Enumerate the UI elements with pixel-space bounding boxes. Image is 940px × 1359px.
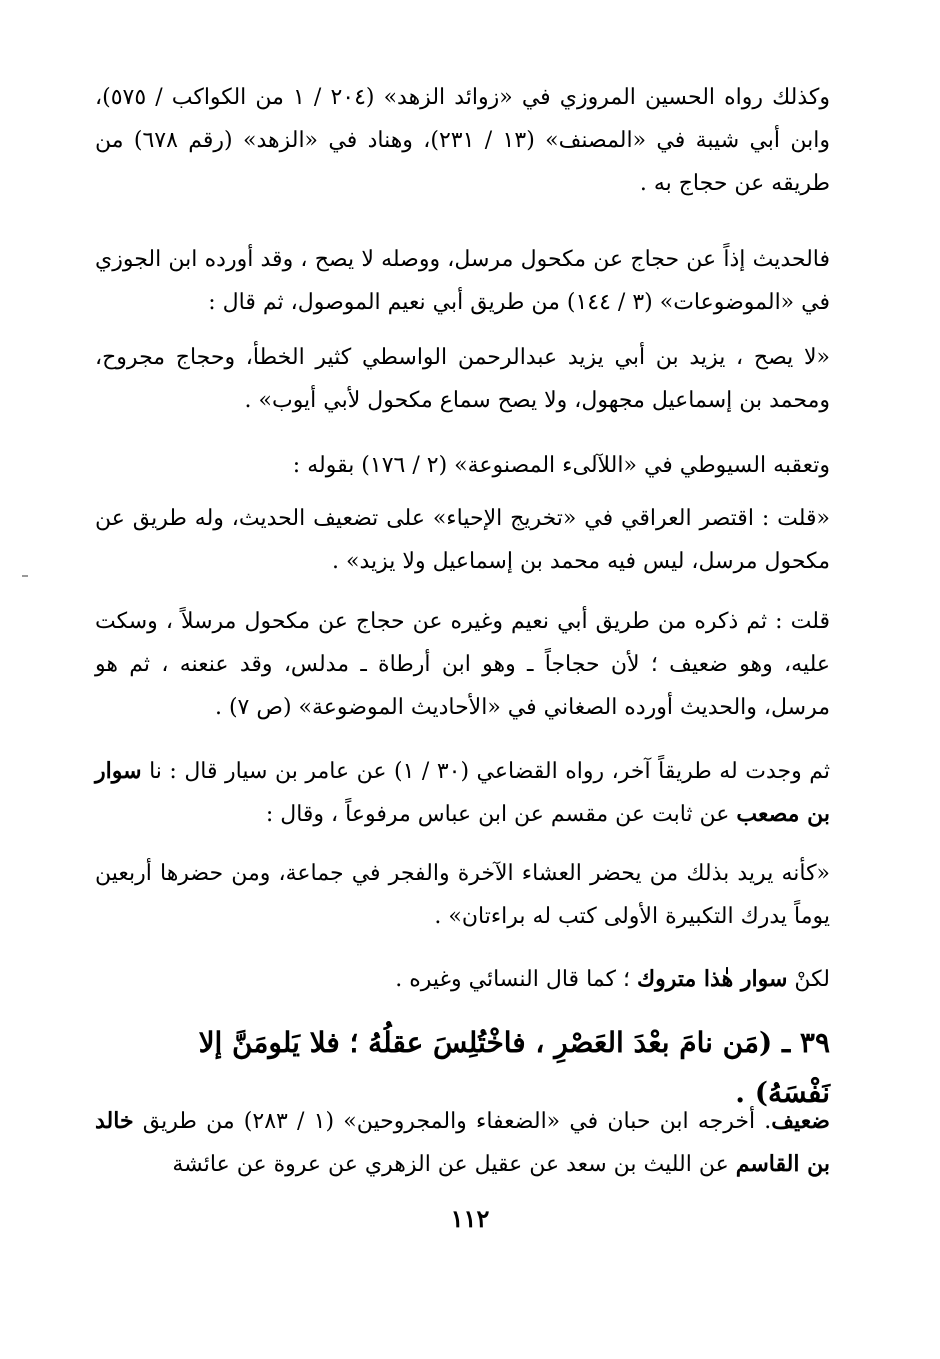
paragraph-9-text-a: لكنْ bbox=[794, 967, 830, 992]
paragraph-7-text-b: عن ثابت عن مقسم عن ابن عباس مرفوعاً ، وقال : bbox=[265, 802, 730, 827]
paragraph-6: قلت : ثم ذكره من طريق أبي نعيم وغيره عن حجاج عن مكحول مرسلاً ، وسكت عليه، وهو ضعيف ؛ لأن حجاجاً ـ وهو ابن أرطاة ـ مدلس، وقد عنعنه ، ثم هو مرسل، والحديث أورده الصغاني في «الأحاديث الموضوعة» (ص ٧) . bbox=[95, 609, 830, 720]
paragraph-9 bbox=[95, 958, 830, 1001]
margin-mark bbox=[22, 575, 28, 577]
paragraph-9-bold: سوار هٰذا متروك bbox=[636, 966, 788, 992]
paragraph-7 bbox=[95, 750, 830, 836]
paragraph-9-text-b: ؛ كما قال النسائي وغيره . bbox=[395, 967, 630, 992]
hadith-heading: ٣٩ ـ (مَن نامَ بعْدَ العَصْرِ ، فاخْتُلِسَ عقلُهُ ؛ فلا يَلومَنَّ إلا نَفْسَهُ) . bbox=[198, 1026, 830, 1109]
page-number: ١١٢ bbox=[450, 1204, 490, 1233]
paragraph-7-text-a: ثم وجدت له طريقاً آخر، رواه القضاعي (٣٠ / ١) عن عامر بن سيار قال : نا bbox=[149, 759, 830, 784]
paragraph-5-quote: «قلت : اقتصر العراقي في «تخريج الإحياء» على تضعيف الحديث، وله طريق عن مكحول مرسل، ليس فيه محمد بن إسماعيل ولا يزيد» . bbox=[95, 506, 830, 574]
paragraph-10-bold-narrator: خالد بن القاسم bbox=[95, 1108, 830, 1177]
paragraph-8-quote: «كأنه يريد بذلك من يحضر العشاء الآخرة والفجر في جماعة، ومن حضرها أربعين يوماً يدرك التكبيرة الأولى كتب له براءتان» . bbox=[95, 861, 830, 929]
paragraph-2: فالحديث إذاً عن حجاج عن مكحول مرسل، ووصله لا يصح ، وقد أورده ابن الجوزي في «الموضوعات» (٣ / ١٤٤) من طريق أبي نعيم الموصول، ثم قال : bbox=[95, 247, 830, 315]
paragraph-1: وكذلك رواه الحسين المروزي في «زوائد الزهد» (٢٠٤ / ١ من الكواكب / ٥٧٥)، وابن أبي شيبة في «المصنف» (١٣ / ٢٣١)، وهناد في «الزهد» (رقم ٦٧٨) من طريقه عن حجاج به . bbox=[95, 85, 831, 196]
paragraph-10 bbox=[95, 1100, 830, 1186]
paragraph-3-quote: «لا يصح ، يزيد بن أبي يزيد عبدالرحمن الواسطي كثير الخطأ، وحجاج مجروح، ومحمد بن إسماعيل مجهول، ولا يصح سماع مكحول لأبي أيوب» . bbox=[95, 345, 830, 413]
paragraph-4: وتعقبه السيوطي في «اللآلىء المصنوعة» (٢ / ١٧٦) بقوله : bbox=[292, 453, 830, 478]
paragraph-7-bold-narrator: سوار بن مصعب bbox=[95, 758, 830, 827]
grading-label: ضعيف bbox=[771, 1108, 830, 1134]
paragraph-10-text-a: . أخرجه ابن حبان في «الضعفاء والمجروحين» (١ / ٢٨٣) من طريق bbox=[142, 1109, 772, 1134]
paragraph-10-text-b: عن الليث بن سعد عن عقيل عن الزهري عن عروة عن عائشة bbox=[172, 1152, 729, 1177]
